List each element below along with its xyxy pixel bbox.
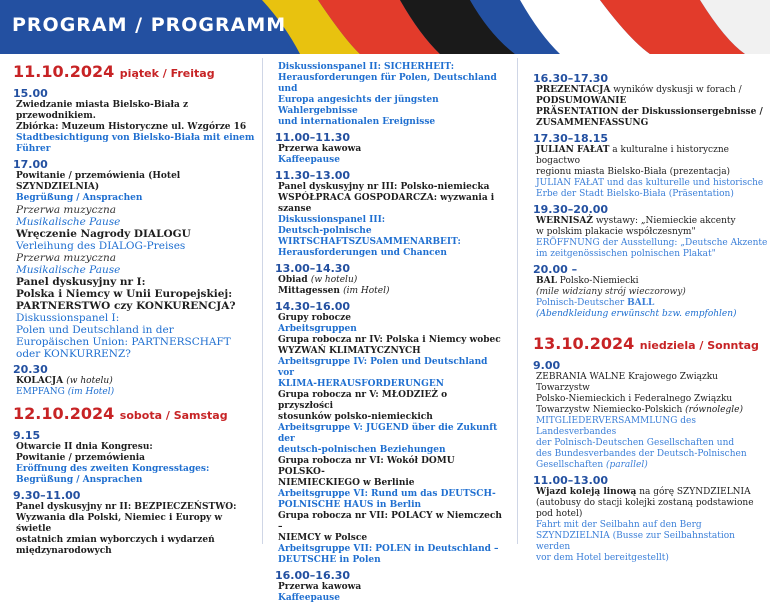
- event-text: Przerwa muzyczna: [16, 252, 117, 264]
- event-text: Musikalische Pause: [16, 216, 121, 228]
- event-text: międzynarodowych: [16, 546, 112, 556]
- event-text: MITGLIEDERVERSAMMLUNG des Landesverbandes: [536, 416, 696, 437]
- event-text: WYZWAŃ KLIMATYCZNYCH: [278, 346, 421, 356]
- event-text: w polskim plakacie współczesnym": [536, 227, 696, 237]
- event-text: JULIAN FAŁAT und das kulturelle und historische: [536, 178, 764, 188]
- time-label: 11.00–11.30: [275, 131, 351, 144]
- date-heading: 12.10.2024 sobota / Samstag: [13, 404, 228, 423]
- event-text: Zbiórka: Muzeum Historyczne ul. Wzgórze 16: [16, 122, 247, 132]
- header-banner: [0, 0, 770, 54]
- event-text: Przerwa muzyczna: [16, 204, 117, 216]
- time-label: 14.30–16.00: [275, 300, 351, 313]
- event-text: Deutsch-polnische: [278, 226, 372, 236]
- event-text: des Bundesverbandes der Deutsch-Polnischen: [536, 449, 747, 459]
- event-text: Diskussionspanel III:: [278, 215, 386, 225]
- column-1: [13, 62, 258, 557]
- column-3: [533, 62, 770, 564]
- event-text: regionu miasta Bielsko-Biała (prezentacja): [536, 167, 731, 177]
- event-text: (Abendkleidung erwünscht bzw. empfohlen): [536, 309, 737, 319]
- event-text: Verleihung des DIALOG-Preises: [16, 240, 186, 252]
- event-text: Wręczenie Nagrody DIALOGU: [16, 228, 191, 240]
- event-text: Stadtbesichtigung von Bielsko-Biała mit einem Führer: [16, 133, 255, 154]
- event-text: Otwarcie II dnia Kongresu:: [16, 442, 153, 452]
- event-text: (mile widziany strój wieczorowy): [536, 287, 686, 297]
- event-text: Panel dyskusyjny nr II: BEZPIECZEŃSTWO:: [16, 502, 237, 512]
- event-text: Mittagessen (im Hotel): [278, 286, 390, 296]
- column-divider: [262, 58, 263, 544]
- time-label: 9.00: [533, 359, 561, 372]
- event-text: Polska i Niemcy w Unii Europejskiej:: [16, 288, 233, 300]
- time-label: 20.30: [13, 363, 48, 376]
- event-text: ERÖFFNUNG der Ausstellung: „Deutsche Akzente: [536, 238, 768, 248]
- event-text: WERNISAŻ wystawy: „Niemieckie akcenty: [536, 216, 736, 226]
- event-text: ZUSAMMENFASSUNG: [536, 118, 649, 128]
- event-text: Arbeitsgruppe VI: Rund um das DEUTSCH-: [278, 489, 496, 499]
- event-text: ZEBRANIA WALNE Krajowego Związku Towarzystw: [536, 372, 718, 393]
- event-text: Panel dyskusyjny nr III: Polsko-niemiecka: [278, 182, 490, 192]
- event-text: und internationalen Ereignisse: [278, 117, 436, 127]
- page-title: PROGRAM / PROGRAMM: [12, 14, 287, 36]
- event-text: der Polnisch-Deutschen Gesellschaften und: [536, 438, 735, 448]
- event-text: SZYNDZIELNIA (Busse zur Seilbahnstation werden: [536, 531, 735, 552]
- time-label: 17.00: [13, 158, 48, 171]
- event-text: PREZENTACJA wyników dyskusji w forach /: [536, 85, 742, 95]
- event-text: Musikalische Pause: [16, 264, 121, 276]
- event-text: Fahrt mit der Seilbahn auf den Berg: [536, 520, 702, 530]
- event-text: WSPÓŁPRACA GOSPODARCZA: wyzwania i szanse: [278, 193, 495, 214]
- date-heading: 13.10.2024 niedziela / Sonntag: [533, 334, 759, 353]
- event-text: Grupa robocza nr VI: Wokół DOMU POLSKO-: [278, 456, 455, 477]
- event-text: Kaffeepause: [278, 593, 340, 603]
- event-text: pod hotel): [536, 509, 583, 519]
- event-text: Kaffeepause: [278, 155, 340, 165]
- event-text: PODSUMOWANIE: [536, 96, 627, 106]
- event-text: im zeitgenössischen polnischen Plakat": [536, 249, 716, 259]
- event-text: ostatnich zmian wyborczych i wydarzeń: [16, 535, 215, 545]
- event-text: NIEMIECKIEGO w Berlinie: [278, 478, 415, 488]
- time-label: 13.00–14.30: [275, 262, 351, 275]
- event-text: Arbeitsgruppe VII: POLEN in Deutschland –: [278, 544, 499, 554]
- time-label: 11.30–13.00: [275, 169, 351, 182]
- event-text: Wjazd koleją linową na górę SZYNDZIELNIA: [536, 487, 751, 497]
- event-text: Europa angesichts der jüngsten Wahlergebnisse: [278, 95, 439, 116]
- time-label: 17.30–18.15: [533, 132, 609, 145]
- event-text: EMPFANG (im Hotel): [16, 387, 115, 397]
- event-text: NIEMCY w Polsce: [278, 533, 368, 543]
- event-text: Europäischen Union: PARTNERSCHAFT: [16, 336, 231, 348]
- event-text: Arbeitsgruppe IV: Polen und Deutschland vor: [278, 357, 488, 378]
- event-text: Arbeitsgruppe V: JUGEND über die Zukunft der: [278, 423, 498, 444]
- event-text: Grupa robocza nr V: MŁODZIEŻ o przyszłości: [278, 390, 448, 411]
- event-text: WIRTSCHAFTSZUSAMMENARBEIT:: [278, 237, 461, 247]
- event-text: deutsch-polnischen Beziehungen: [278, 445, 446, 455]
- event-text: Zwiedzanie miasta Bielsko-Biała z przewodnikiem.: [16, 100, 189, 121]
- column-2: [275, 62, 503, 604]
- event-text: DEUTSCHE in Polen: [278, 555, 381, 565]
- event-text: Eröffnung des zweiten Kongresstages:: [16, 464, 210, 474]
- event-text: Herausforderungen und Chancen: [278, 248, 447, 258]
- time-label: 9.15: [13, 429, 41, 442]
- event-text: Panel dyskusyjny nr I:: [16, 276, 146, 288]
- event-text: Polnisch-Deutscher BALL: [536, 298, 655, 308]
- event-text: Arbeitsgruppen: [278, 324, 357, 334]
- event-text: Gesellschaften (parallel): [536, 460, 648, 470]
- event-text: Begrüßung / Ansprachen: [16, 475, 143, 485]
- time-label: 9.30–11.00: [13, 489, 81, 502]
- event-text: Grupa robocza nr IV: Polska i Niemcy wobec: [278, 335, 501, 345]
- event-text: stosunków polsko-niemieckich: [278, 412, 433, 422]
- time-label: 11.00–13.00: [533, 474, 609, 487]
- column-divider: [517, 58, 518, 544]
- event-text: Erbe der Stadt Bielsko-Biała (Präsentation): [536, 189, 734, 199]
- event-text: JULIAN FAŁAT a kulturalne i historyczne bogactwo: [536, 145, 729, 166]
- event-text: Powitanie / przemówienia: [16, 453, 146, 463]
- event-text: Wyzwania dla Polski, Niemiec i Europy w świetle: [16, 513, 223, 534]
- event-text: KLIMA-HERAUSFORDERUNGEN: [278, 379, 444, 389]
- event-text: Diskussionspanel I:: [16, 312, 120, 324]
- time-label: 15.00: [13, 87, 48, 100]
- event-text: Polsko-Niemieckich i Federalnego Związku: [536, 394, 733, 404]
- event-text: Obiad (w hotelu): [278, 275, 358, 285]
- event-text: Polen und Deutschland in der: [16, 324, 174, 336]
- time-label: 20.00 –: [533, 263, 578, 276]
- event-text: PARTNERSTWO czy KONKURENCJA?: [16, 300, 236, 312]
- event-text: Diskussionspanel II: SICHERHEIT:: [278, 62, 455, 72]
- event-text: vor dem Hotel bereitgestellt): [536, 553, 669, 563]
- event-text: Przerwa kawowa: [278, 582, 362, 592]
- event-text: Herausforderungen für Polen, Deutschland und: [278, 73, 497, 94]
- time-label: 19.30–20.00: [533, 203, 609, 216]
- event-text: Grupy robocze: [278, 313, 351, 323]
- event-text: BAL Polsko-Niemiecki: [536, 276, 639, 286]
- event-text: PRÄSENTATION der Diskussionsergebnisse /: [536, 107, 763, 117]
- event-text: oder KONKURRENZ?: [16, 348, 131, 360]
- time-label: 16.30–17.30: [533, 72, 609, 85]
- event-text: Begrüßung / Ansprachen: [16, 193, 143, 203]
- date-heading: 11.10.2024 piątek / Freitag: [13, 62, 215, 81]
- event-text: (autobusy do stacji kolejki zostaną podstawione: [536, 498, 754, 508]
- event-text: Towarzystw Niemiecko-Polskich (równolegle): [536, 405, 743, 415]
- event-text: Grupa robocza nr VII: POLACY w Niemczech –: [278, 511, 502, 532]
- event-text: Przerwa kawowa: [278, 144, 362, 154]
- event-text: Powitanie / przemówienia (Hotel SZYNDZIELNIA): [16, 171, 181, 192]
- event-text: KOLACJA (w hotelu): [16, 376, 113, 386]
- event-text: POLNISCHE HAUS in Berlin: [278, 500, 422, 510]
- time-label: 16.00–16.30: [275, 569, 351, 582]
